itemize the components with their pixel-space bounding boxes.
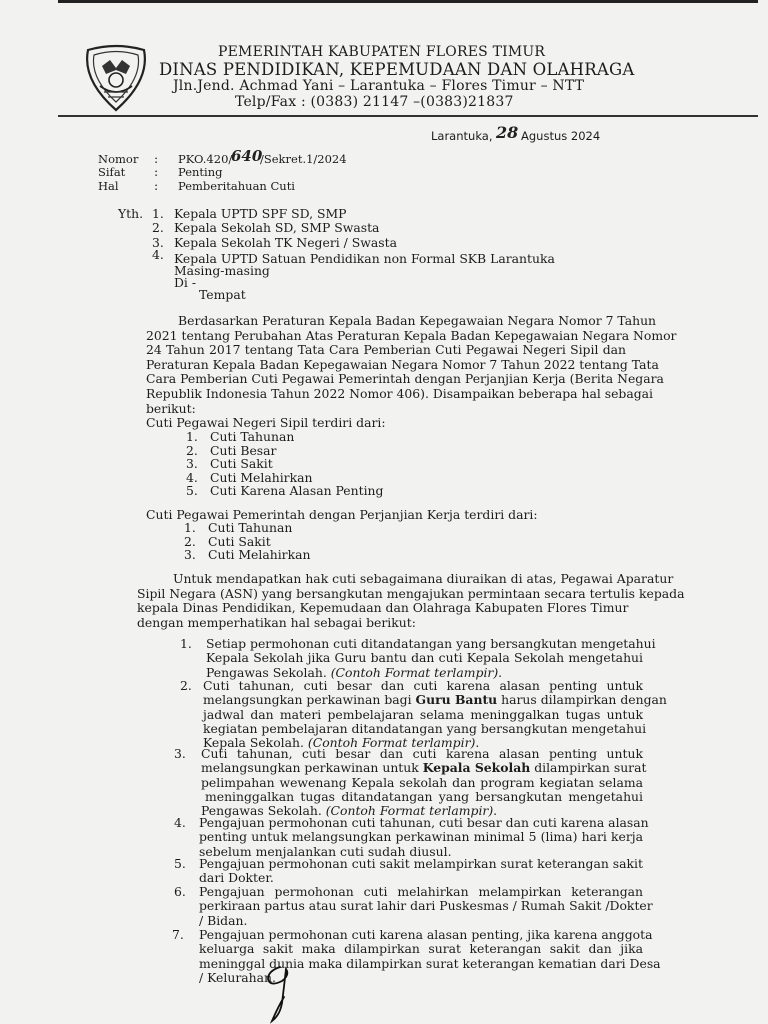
- meta-label-nomor: Nomor: [98, 152, 139, 166]
- list-num: 3.: [186, 456, 198, 471]
- list-item: Cuti Besar: [210, 442, 277, 458]
- recipients-masing: Masing-masing: [174, 263, 270, 278]
- rule-num: 1.: [180, 636, 192, 651]
- list-num: 1.: [186, 429, 198, 444]
- rule-line: melangsungkan perkawinan untuk Kepala Sekolah dilampirkan surat: [201, 760, 647, 776]
- recipient-num: 2.: [152, 220, 164, 235]
- meta-sep: :: [154, 151, 159, 166]
- rule-line: penting untuk melangsungkan perkawinan minimal 5 (lima) hari kerja: [199, 829, 643, 845]
- list-item: Cuti Karena Alasan Penting: [210, 483, 384, 498]
- recipients-prefix: Yth.: [118, 206, 144, 221]
- meta-label-sifat: Sifat: [98, 165, 126, 179]
- rule-num: 3.: [174, 746, 186, 761]
- recipient-num: 1.: [152, 206, 164, 221]
- intro-line: Berdasarkan Peraturan Kepala Badan Kepegawaian Negara Nomor 7 Tahun: [178, 313, 657, 328]
- intro-line: Republik Indonesia Tahun 2022 Nomor 406). Disampaikan beberapa hal sebagai: [146, 385, 654, 401]
- meta-value-hal: Pemberitahuan Cuti: [178, 179, 295, 193]
- rule-line: dari Dokter.: [199, 870, 274, 886]
- meta-nomor-post: /Sekret.1/2024: [260, 152, 347, 166]
- rule-line: sebelum menjalankan cuti sudah diusul.: [199, 843, 452, 859]
- regency-emblem-icon: [80, 44, 152, 112]
- rule-line: melangsungkan perkawinan bagi Guru Bantu harus dilampirkan dengan: [203, 692, 667, 708]
- rule-num: 6.: [174, 884, 186, 899]
- list-item: Cuti Tahunan: [208, 520, 293, 535]
- rule-line: meninggalkan tugas ditandatangan yang bersangkutan mengetahui: [205, 788, 643, 804]
- meta-sep: :: [154, 178, 159, 193]
- date-month-year: Agustus 2024: [521, 129, 601, 143]
- rule-line: jadwal dan materi pembelajaran selama meninggalkan tugas untuk: [203, 706, 643, 722]
- list-item: Cuti Sakit: [210, 456, 273, 471]
- intro-paragraph: [146, 313, 677, 416]
- list-item: Cuti Tahunan: [210, 429, 295, 444]
- list-num: 2.: [184, 533, 196, 549]
- procedure-line: Untuk mendapatkan hak cuti sebagaimana diuraikan di atas, Pegawai Aparatur: [173, 571, 674, 586]
- list-item: Cuti Melahirkan: [208, 547, 311, 562]
- procedure-line: dengan memperhatikan hal sebagai berikut:: [137, 614, 416, 630]
- procedure-line: Sipil Negara (ASN) yang bersangkutan mengajukan permintaan secara tertulis kepada: [137, 585, 685, 601]
- rule-line: perkiraan partus atau surat lahir dari Puskesmas / Rumah Sakit /Dokter: [199, 898, 653, 914]
- rule-line: / Bidan.: [199, 912, 248, 928]
- meta-nomor-handwritten: 640: [231, 147, 263, 165]
- recipient-text: Kepala Sekolah SD, SMP Swasta: [174, 220, 380, 235]
- rule-num: 2.: [180, 678, 192, 693]
- rule-line: Pengajuan permohonan cuti sakit melampirkan surat keterangan sakit: [199, 856, 643, 871]
- initial-paraf-icon: [258, 963, 303, 1024]
- list-num: 3.: [184, 547, 196, 562]
- rule-line: Setiap permohonan cuti ditandatangan yang bersangkutan mengetahui: [206, 636, 656, 651]
- intro-line: berikut:: [146, 400, 196, 416]
- intro-line: Peraturan Kepala Badan Kepegawaian Negara Nomor 7 Tahun 2022 tentang Tata: [146, 356, 659, 372]
- recipient-num: 4.: [152, 247, 164, 262]
- date-day-handwritten: 28: [496, 123, 519, 142]
- rule-line: Pengajuan permohonan cuti melahirkan melampirkan keterangan: [199, 884, 643, 899]
- rule-line: Cuti tahunan, cuti besar dan cuti karena alasan penting untuk: [203, 678, 643, 693]
- rule-line: Pengawas Sekolah. (Contoh Format terlampir).: [206, 664, 503, 680]
- rule-num: 7.: [172, 927, 184, 942]
- intro-line: Cara Pemberian Cuti Pegawai Pemerintah dengan Perjanjian Kerja (Berita Negara: [146, 371, 664, 387]
- date-place: Larantuka,: [431, 129, 493, 143]
- procedure-line: kepala Dinas Pendidikan, Kepemudaan dan Olahraga Kabupaten Flores Timur: [137, 600, 629, 616]
- rule-line: pelimpahan wewenang Kepala sekolah dan program kegiatan selama: [201, 774, 643, 790]
- list-num: 2.: [186, 442, 198, 458]
- rule-line: meninggal dunia maka dilampirkan surat keterangan kematian dari Desa: [199, 955, 661, 971]
- list-num: 4.: [186, 469, 198, 485]
- recipient-num: 3.: [152, 235, 164, 250]
- meta-sep: :: [154, 164, 159, 179]
- top-edge-line: [58, 0, 758, 3]
- letterhead-rule: [58, 115, 758, 117]
- rule-line: Pengawas Sekolah. (Contoh Format terlampir).: [201, 803, 498, 819]
- pns-heading: Cuti Pegawai Negeri Sipil terdiri dari:: [146, 415, 386, 430]
- letterhead-address: Jln.Jend. Achmad Yani – Larantuka – Flores Timur – NTT: [173, 78, 585, 94]
- rule-line: Cuti tahunan, cuti besar dan cuti karena alasan penting untuk: [201, 746, 643, 761]
- meta-value-sifat: Penting: [178, 165, 223, 179]
- letterhead-line1: PEMERINTAH KABUPATEN FLORES TIMUR: [218, 44, 546, 60]
- rule-num: 4.: [174, 815, 186, 830]
- letterhead-phone: Telp/Fax : (0383) 21147 –(0383)21837: [235, 94, 514, 110]
- list-num: 5.: [186, 483, 198, 498]
- rule-line: Kepala Sekolah jika Guru bantu dan cuti Kepala Sekolah mengetahui: [206, 650, 643, 666]
- recipients-di: Di -: [174, 275, 197, 290]
- recipients-tempat: Tempat: [199, 287, 246, 302]
- meta-nomor-pre: PKO.420/: [178, 152, 233, 166]
- rule-line: Kepala Sekolah. (Contoh Format terlampir).: [203, 735, 480, 751]
- recipient-text: Kepala UPTD Satuan Pendidikan non Formal SKB Larantuka: [174, 251, 555, 266]
- letterhead: [80, 42, 640, 112]
- intro-line: 24 Tahun 2017 tentang Tata Cara Pemberian Cuti Pegawai Negeri Sipil dan: [146, 342, 626, 358]
- procedure-paragraph: [137, 571, 685, 630]
- list-num: 1.: [184, 520, 196, 535]
- recipient-text: Kepala Sekolah TK Negeri / Swasta: [174, 235, 397, 250]
- meta-label-hal: Hal: [98, 179, 119, 193]
- rule-line: Pengajuan permohonan cuti tahunan, cuti besar dan cuti karena alasan: [199, 815, 649, 830]
- rule-line: kegiatan pembelajaran ditandatangan yang bersangkutan mengetahui: [203, 720, 647, 736]
- pppk-heading: Cuti Pegawai Pemerintah dengan Perjanjian Kerja terdiri dari:: [146, 507, 538, 522]
- recipient-text: Kepala UPTD SPF SD, SMP: [174, 206, 347, 221]
- rule-line: keluarga sakit maka dilampirkan surat keterangan sakit dan jika: [199, 941, 643, 957]
- intro-line: 2021 tentang Perubahan Atas Peraturan Kepala Badan Kepegawaian Negara Nomor: [146, 327, 677, 343]
- list-item: Cuti Melahirkan: [210, 469, 313, 485]
- rule-num: 5.: [174, 856, 186, 871]
- rule-line: Pengajuan permohonan cuti karena alasan penting, jika karena anggota: [199, 927, 653, 942]
- list-item: Cuti Sakit: [208, 533, 271, 549]
- letterhead-agency: DINAS PENDIDIKAN, KEPEMUDAAN DAN OLAHRAGA: [159, 60, 635, 79]
- rule-line: / Kelurahan.: [199, 969, 276, 985]
